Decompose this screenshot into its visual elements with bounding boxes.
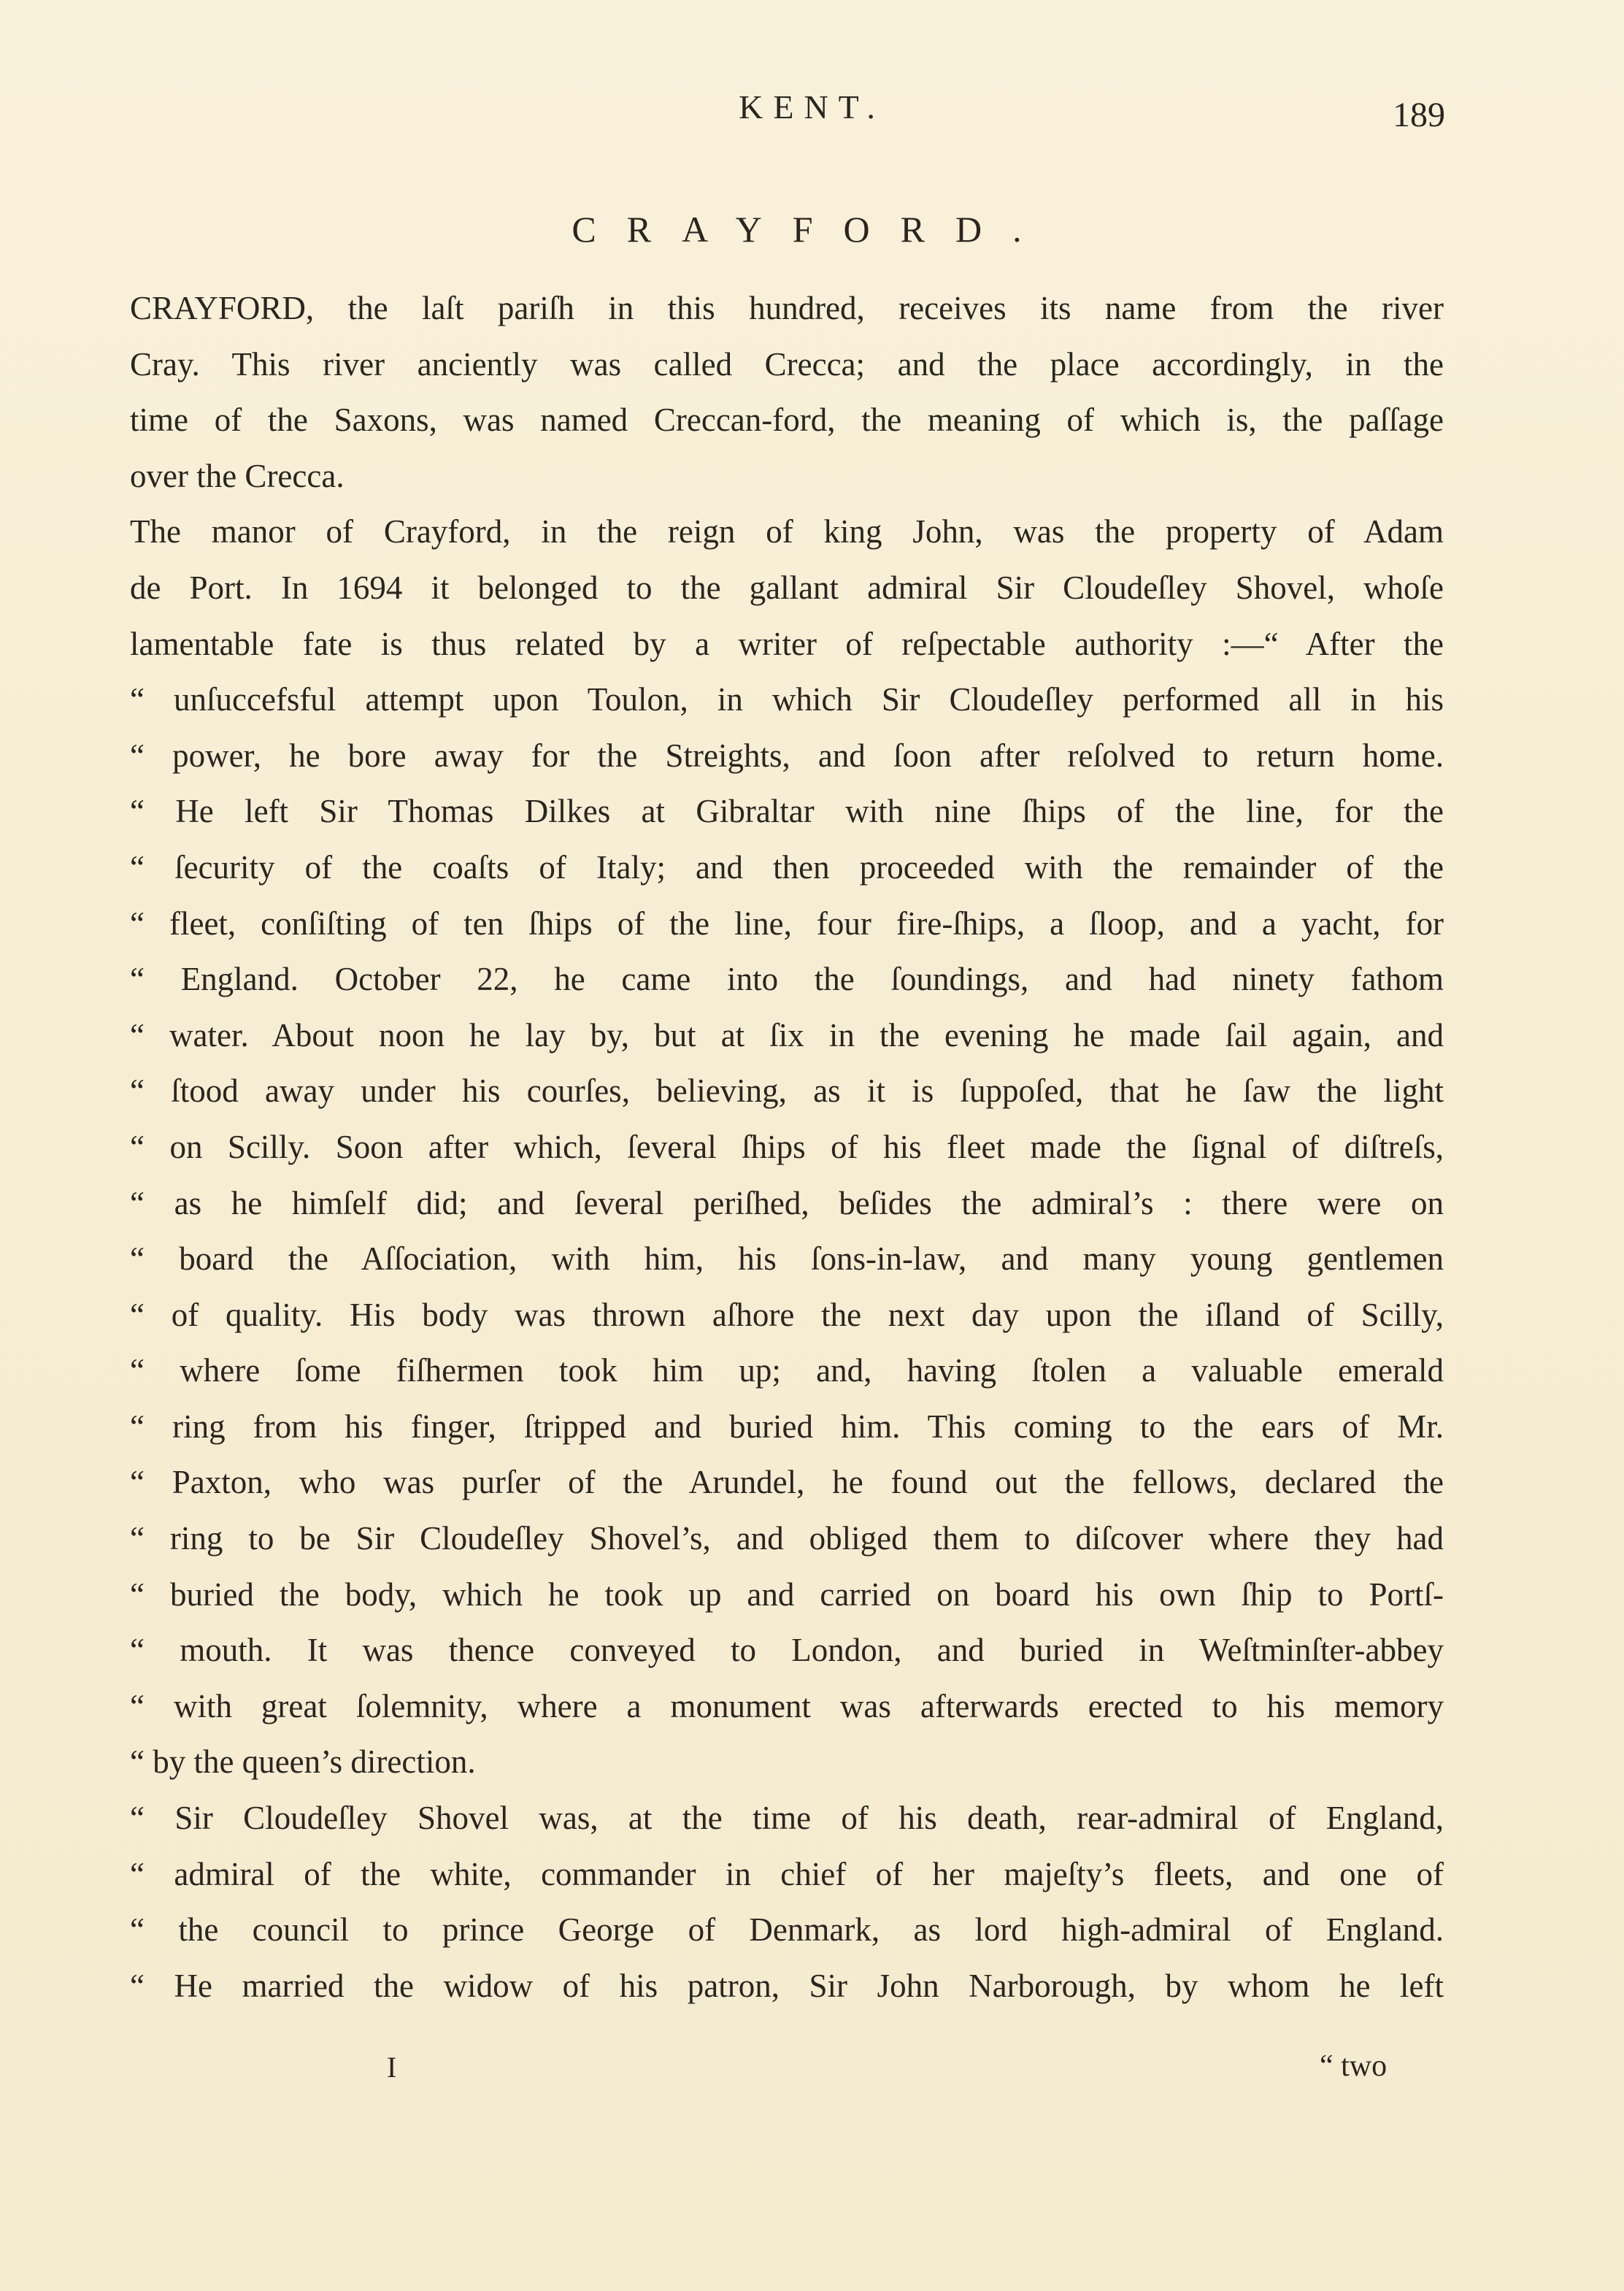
text-line: “ Sir Cloudeſley Shovel was, at the time of his death, rear-admiral of England, [130,1800,1444,1837]
text-line: time of the Saxons, was named Creccan-ford, the meaning of which is, the paſſage [130,402,1444,439]
text-line: “ ring from his finger, ſtripped and buried him. This coming to the ears of Mr. [130,1408,1444,1445]
text-line: “ of quality. His body was thrown aſhore the next day upon the iſland of Scilly, [130,1296,1444,1333]
text-line: “ on Scilly. Soon after which, ſeveral ſhips of his fleet made the ſignal of diſtreſs, [130,1128,1444,1165]
text-line: “ England. October 22, he came into the ſoundings, and had ninety fathom [130,961,1444,998]
text-line: The manor of Crayford, in the reign of king John, was the property of Adam [130,513,1444,550]
text-line: “ unſuccefsful attempt upon Toulon, in which Sir Cloudeſley performed all in his [130,681,1444,718]
text-line: over the Crecca. [130,457,345,494]
page-number: 189 [1393,96,1445,134]
text-line: “ as he himſelf did; and ſeveral periſhed, beſides the admiral’s : there were on [130,1184,1444,1221]
text-line: Cray. This river anciently was called Crecca; and the place accordingly, in the [130,345,1444,383]
section-title: CRAYFORD. [572,209,1052,250]
text-line: “ He left Sir Thomas Dilkes at Gibraltar with nine ſhips of the line, for the [130,793,1444,830]
text-line: “ board the Aſſociation, with him, his ſons-in-law, and many young gentlemen [130,1240,1444,1278]
text-line: “ He married the widow of his patron, Sir John Narborough, by whom he left [130,1967,1444,2004]
text-line: “ water. About noon he lay by, but at ſix in the evening he made ſail again, and [130,1016,1444,1054]
text-line: “ fleet, conſiſting of ten ſhips of the line, four fire-ſhips, a ſloop, and a yacht, for [130,905,1444,942]
text-line: CRAYFORD, the laſt pariſh in this hundred, receives its name from the river [130,290,1444,326]
text-line: “ ring to be Sir Cloudeſley Shovel’s, and obliged them to diſcover where they had [130,1520,1444,1557]
text-line: “ mouth. It was thence conveyed to London, and buried in Weſtminſter-abbey [130,1632,1444,1669]
text-line: “ with great ſolemnity, where a monument was afterwards erected to his memory [130,1687,1444,1724]
text-line: lamentable fate is thus related by a writer of reſpectable authority :—“ After the [130,625,1444,662]
signature-mark: I [387,2051,397,2084]
text-line: “ ſtood away under his courſes, believing, as it is ſuppoſed, that he ſaw the light [130,1072,1444,1110]
text-line: “ power, he bore away for the Streights, and ſoon after reſolved to return home. [130,737,1444,774]
text-line: “ admiral of the white, commander in chief of her majeſty’s fleets, and one of [130,1855,1444,1892]
running-head: KENT. [739,88,885,126]
text-line: “ the council to prince George of Denmark, as lord high-admiral of England. [130,1911,1444,1949]
text-line: “ where ſome fiſhermen took him up; and, having ſtolen a valuable emerald [130,1352,1444,1389]
text-line: “ by the queen’s direction. [130,1743,476,1781]
text-line: “ buried the body, which he took up and carried on board his own ſhip to Portſ- [130,1576,1444,1613]
text-line: “ Paxton, who was purſer of the Arundel, he found out the fellows, declared the [130,1464,1444,1501]
text-line: “ ſecurity of the coaſts of Italy; and then proceeded with the remainder of the [130,848,1444,886]
text-line: de Port. In 1694 it belonged to the gallant admiral Sir Cloudeſley Shovel, whoſe [130,569,1444,606]
body-text [130,280,1444,2014]
catchword: “ two [1320,2049,1388,2083]
